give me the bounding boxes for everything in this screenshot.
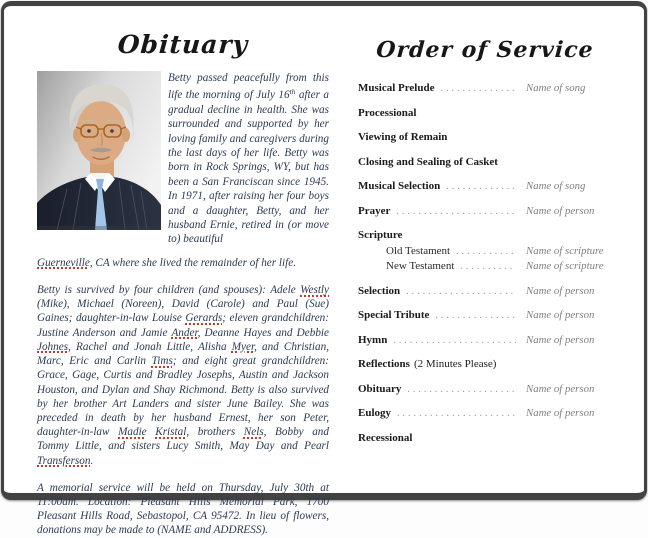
text-segment: , CA where she lived the remainder of her life. [89,256,297,269]
text-segment: after a gradual decline in health. She was surrounded and supported by her loving family and caregivers during the last days of her life. Betty was born in Rock Springs, WY, but has been a San Franciscan since 1945. In 1971, after raising her four boys and a daughter, Betty, and her husband Ernie, retired in (or move to) beautiful [168,89,329,246]
order-item [358,260,612,274]
order-item-value: Name of person [526,309,595,321]
order-item-value: Name of song [526,82,586,94]
order-item [358,107,612,121]
dotted-leader [460,260,516,274]
order-item-label: Hymn [358,333,388,346]
order-item-label: Prayer [358,204,391,217]
dotted-leader [393,334,516,348]
order-item-label: Processional [358,106,417,119]
order-item-label: New Testament [386,260,455,272]
order-item [358,180,612,194]
text-segment: ; eleven grandchildren: Justine Anderson and Jamie [37,312,329,339]
dotted-leader [396,205,516,219]
order-item-left [358,131,516,145]
order-item-left [358,245,516,259]
order-item [358,334,612,348]
dotted-leader [440,82,516,96]
order-item-label: Musical Prelude [358,82,435,94]
dotted-leader [407,383,516,397]
text-segment: , Bobby and Tommy Little, and sisters Lucy Smith, May Day and Pearl [37,426,329,453]
text-segment: Myer [231,340,255,353]
order-item-left [358,180,516,194]
order-item-value: Name of scripture [526,260,604,272]
text-segment: , and Christian, Marc, Eric and Carlin [37,340,329,368]
order-item [358,205,612,219]
order-item-value: Name of person [526,284,595,297]
order-item-left [358,82,516,96]
service-info-paragraph [37,481,329,538]
order-item-value: Name of person [526,407,595,419]
intro-text [168,71,329,247]
order-item-label: Obituary [358,382,402,395]
order-item-value: Name of person [526,382,595,395]
text-segment [147,426,156,438]
portrait-photo [37,71,161,230]
order-item-left [358,383,516,397]
order-item [358,432,612,446]
order-item [358,309,612,323]
order-item-value: Name of scripture [526,244,604,257]
order-item-left [358,432,516,446]
order-item-label: Selection [358,284,401,297]
dotted-leader [446,180,516,194]
order-item-label: Special Tribute [358,309,430,321]
program-content [4,6,644,537]
text-segment: , Deanne Hayes and Debbie [197,326,329,339]
obituary-page [37,6,329,537]
order-item-label: Recessional [358,431,413,444]
intro-continuation [37,256,329,270]
text-segment: Westly [300,284,329,297]
order-item-left [358,107,516,121]
text-segment: , brothers [186,426,244,439]
text-segment: Transferson [37,454,91,467]
text-segment: (Mike), Michael (Noreen), David (Carole) and Paul (Sue) Gaines; daughter-in-law Louise [37,298,329,325]
text-segment: ; and eight great grandchildren: Grace, Gage, Curtis and Bradley Josephs, Austin and Jackson Houston, and Dylan and Shay Richmond. Betty is also survived by her brother Art Landers and sister June Bailey. She was preceded in death by her husband Ernest, her son Peter, daughter-in-law [37,355,329,439]
intro-paragraph [168,71,329,247]
order-item-label: Viewing of Remain [358,131,448,143]
order-item [358,383,612,397]
order-item [358,229,612,243]
order-item-label: Eulogy [358,407,392,419]
order-item-label: Reflections [358,358,410,370]
order-item [358,285,612,299]
order-item [358,156,612,170]
order-of-service-title: Order of Service [375,37,595,63]
order-item-label: Scripture [358,229,403,241]
text-segment: Betty is survived by four children (and spouses): Adele [37,284,301,297]
order-of-service-page [358,6,612,493]
text-segment: Betty passed peacefully from this life the morning of July 16 [168,72,329,102]
order-item-left [358,358,516,372]
order-item [358,358,612,372]
family-paragraph [37,283,329,468]
dotted-leader [456,245,516,259]
order-item [358,131,612,145]
order-item-label: Musical Selection [358,180,441,192]
order-item-label: Closing and Sealing of Casket [358,155,498,168]
order-item-value: Name of person [526,204,595,217]
obituary-title: Obituary [116,30,250,59]
dotted-leader [397,407,516,421]
order-item [358,245,612,259]
order-item-value: Name of person [526,333,595,346]
photo-and-intro [37,71,329,247]
order-item-left [358,205,516,219]
order-item [358,407,612,421]
text-segment: Madie [118,426,147,439]
program-sheet [1,1,647,537]
text-segment: , Rachel and Jonah Little, Alisha [68,340,232,353]
order-item-label: Old Testament [386,244,451,257]
dotted-leader [406,285,516,299]
order-item-left [358,260,516,274]
text-segment: Gerards [185,312,223,325]
text-segment: Johnes [37,340,69,353]
order-item [358,82,612,96]
order-item-value: Name of song [526,180,586,192]
order-item-left [358,156,516,170]
text-segment: . [90,454,94,467]
text-segment: Kristal [155,426,187,439]
order-item-left [358,309,516,323]
order-item-left [358,229,516,243]
order-of-service-list [358,82,612,445]
text-segment: Ander [171,326,198,339]
text-segment: A memorial service will be held on Thursday, July 30th at 11:00am. Location: Pleasant Hills Memorial Park, 1700 Pleasant Hills Road, Sebastopol, CA 95472. In lieu of flowers, donations may be made to (NAME and ADDRESS). [37,481,329,537]
order-item-suffix: (2 Minutes Please) [413,358,497,370]
order-item-left [358,407,516,421]
dotted-leader [435,309,516,323]
text-segment: Tims [151,355,173,368]
text-segment: Nels [243,426,264,439]
order-item-left [358,334,516,348]
order-item-left [358,285,516,299]
text-segment: th [289,87,296,97]
text-segment: Guerneville [37,256,90,269]
